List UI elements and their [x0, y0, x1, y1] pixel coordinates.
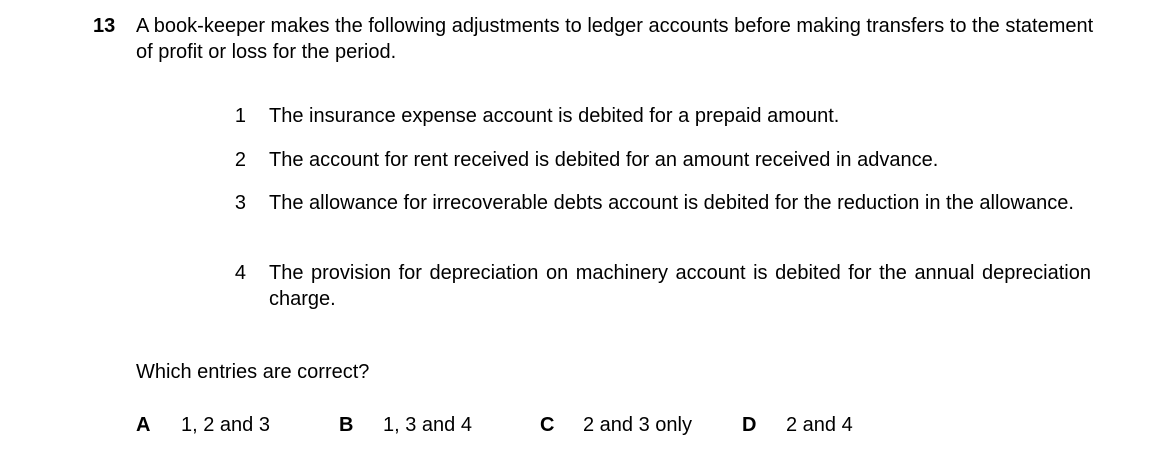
item-text: The account for rent received is debited for an amount received in advance. — [269, 149, 939, 171]
item-number: 4 — [234, 262, 246, 284]
option-d-text[interactable]: 2 and 4 — [786, 414, 853, 436]
item-text: The insurance expense account is debited for a prepaid amount. — [269, 105, 840, 127]
question-number: 13 — [93, 15, 116, 37]
item-number: 1 — [234, 105, 246, 127]
question-prompt: Which entries are correct? — [136, 361, 370, 383]
option-a-letter[interactable]: A — [136, 414, 151, 436]
option-b-letter[interactable]: B — [339, 414, 354, 436]
item-number: 3 — [234, 192, 246, 214]
option-c-text[interactable]: 2 and 3 only — [583, 414, 692, 436]
option-b-text[interactable]: 1, 3 and 4 — [383, 414, 472, 436]
option-a-text[interactable]: 1, 2 and 3 — [181, 414, 270, 436]
question-stem: A book-keeper makes the following adjustments to ledger accounts before making transfers to the statement of profit or loss for the period. — [136, 15, 1094, 63]
item-text: The provision for depreciation on machinery account is debited for the annual depreciation charge. — [269, 262, 1091, 310]
item-text: The allowance for irrecoverable debts account is debited for the reduction in the allowance. — [269, 192, 1074, 214]
item-number: 2 — [234, 149, 246, 171]
option-c-letter[interactable]: C — [540, 414, 555, 436]
answer-options — [0, 412, 1176, 440]
option-d-letter[interactable]: D — [742, 414, 757, 436]
